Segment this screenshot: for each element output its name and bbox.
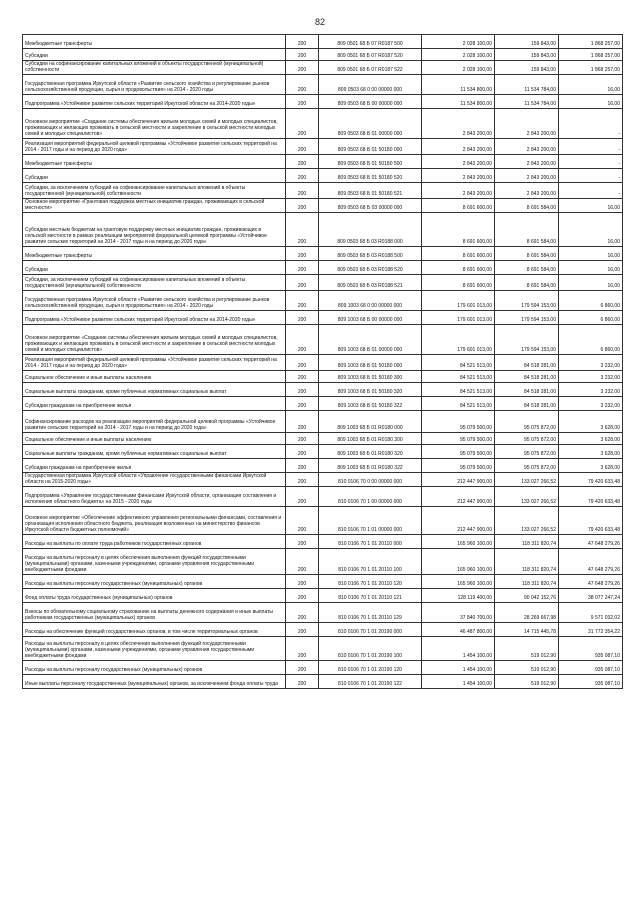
row-name-cell: Государственная программа Иркутской области «Управление государственными финансами Иркутской области на 2015-2020 годы» — [23, 473, 286, 487]
row-executed-amount-cell: 179 594 153,00 — [495, 325, 559, 355]
row-budget-code-cell: 809 1003 68 Б 01 50180 322 — [319, 397, 422, 411]
row-budget-code-cell: 810 0106 70 0 00 00000 000 — [319, 473, 422, 487]
row-executed-amount-cell: 118 311 820,74 — [495, 575, 559, 589]
row-admin-code-cell: 200 — [286, 411, 319, 433]
row-approved-amount-cell: 165 960 100,00 — [422, 549, 495, 575]
row-unexecuted-amount-cell: 9 571 032,02 — [559, 603, 623, 623]
row-approved-amount-cell: 95 079 500,00 — [422, 433, 495, 445]
row-executed-amount-cell: 133 027 266,52 — [495, 487, 559, 507]
table-row — [23, 95, 623, 109]
row-approved-amount-cell: 1 454 100,00 — [422, 661, 495, 675]
page-number: 82 — [314, 17, 325, 27]
row-approved-amount-cell: 2 843 200,00 — [422, 183, 495, 199]
table-row — [23, 445, 623, 459]
row-approved-amount-cell: 2 843 200,00 — [422, 109, 495, 139]
row-executed-amount-cell: 2 843 200,00 — [495, 183, 559, 199]
row-executed-amount-cell: 2 843 200,00 — [495, 155, 559, 169]
row-name-cell: Фонд оплаты труда государственных (муниципальных) органов — [23, 589, 286, 603]
row-unexecuted-amount-cell: 16,00 — [559, 199, 623, 213]
table-row — [23, 459, 623, 473]
row-unexecuted-amount-cell: 3 628,00 — [559, 433, 623, 445]
row-executed-amount-cell: 159 843,00 — [495, 49, 559, 61]
row-unexecuted-amount-cell: - — [559, 139, 623, 155]
row-name-cell: Основное мероприятие «Создание системы обеспечения жильем молодых семей и молодых специалистов, проживающих и желающих проживать в сельской местности и закрепление в сельской местности молодых семей и молодых специалистов» — [23, 325, 286, 355]
row-approved-amount-cell: 84 521 513,00 — [422, 355, 495, 371]
table-row — [23, 139, 623, 155]
row-approved-amount-cell: 84 521 513,00 — [422, 397, 495, 411]
row-unexecuted-amount-cell: 3 232,00 — [559, 355, 623, 371]
row-approved-amount-cell: 2 843 200,00 — [422, 139, 495, 155]
row-budget-code-cell: 809 1003 68 Б 01 R0180 322 — [319, 459, 422, 473]
row-executed-amount-cell: 8 691 584,00 — [495, 213, 559, 247]
table-row — [23, 549, 623, 575]
row-admin-code-cell: 200 — [286, 213, 319, 247]
row-unexecuted-amount-cell: 6 860,00 — [559, 291, 623, 311]
row-budget-code-cell: 809 1003 68 Б 01 R0180 320 — [319, 445, 422, 459]
row-approved-amount-cell: 46 487 800,00 — [422, 623, 495, 637]
row-budget-code-cell: 809 1003 68 0 00 00000 000 — [319, 291, 422, 311]
table-row — [23, 675, 623, 689]
table-row — [23, 169, 623, 183]
row-executed-amount-cell: 8 691 584,00 — [495, 261, 559, 275]
table-row — [23, 247, 623, 261]
row-unexecuted-amount-cell: 3 232,00 — [559, 397, 623, 411]
row-admin-code-cell: 200 — [286, 487, 319, 507]
row-admin-code-cell: 200 — [286, 371, 319, 383]
row-budget-code-cell: 809 1003 68 Б 01 50180 000 — [319, 355, 422, 371]
table-row — [23, 507, 623, 535]
row-unexecuted-amount-cell: 31 772 354,22 — [559, 623, 623, 637]
table-row — [23, 589, 623, 603]
row-budget-code-cell: 809 0501 68 Б 07 R0187 520 — [319, 49, 422, 61]
row-executed-amount-cell: 84 518 281,00 — [495, 397, 559, 411]
row-name-cell: Иные выплаты персоналу государственных (муниципальных) органов, за исключением фонда оплаты труда — [23, 675, 286, 689]
row-unexecuted-amount-cell: - — [559, 183, 623, 199]
table-row — [23, 383, 623, 397]
row-name-cell: Субсидии гражданам на приобретение жилья — [23, 397, 286, 411]
row-unexecuted-amount-cell: 47 648 279,26 — [559, 575, 623, 589]
row-budget-code-cell: 810 0106 70 1 01 00000 000 — [319, 507, 422, 535]
table-row — [23, 199, 623, 213]
row-unexecuted-amount-cell: 16,00 — [559, 75, 623, 95]
row-budget-code-cell: 809 0503 68 Б 01 50180 520 — [319, 169, 422, 183]
row-admin-code-cell: 200 — [286, 291, 319, 311]
row-admin-code-cell: 200 — [286, 61, 319, 75]
row-name-cell: Расходы на выплаты персоналу государственных (муниципальных) органов — [23, 575, 286, 589]
row-admin-code-cell: 200 — [286, 275, 319, 291]
table-row — [23, 397, 623, 411]
row-budget-code-cell: 810 0106 70 1 00 00000 000 — [319, 487, 422, 507]
row-name-cell: Субсидии — [23, 49, 286, 61]
row-approved-amount-cell: 2 028 100,00 — [422, 35, 495, 49]
row-name-cell: Социальное обеспечение и иные выплаты населению — [23, 371, 286, 383]
row-executed-amount-cell: 11 534 784,00 — [495, 95, 559, 109]
row-admin-code-cell: 200 — [286, 49, 319, 61]
row-approved-amount-cell: 1 454 100,00 — [422, 637, 495, 661]
row-approved-amount-cell: 11 534 800,00 — [422, 75, 495, 95]
row-budget-code-cell: 810 0106 70 1 01 20110 120 — [319, 575, 422, 589]
row-budget-code-cell: 809 0501 68 Б 07 R0187 522 — [319, 61, 422, 75]
row-name-cell: Расходы на обеспечение функций государственных органов, в том числе территориальных органов — [23, 623, 286, 637]
row-admin-code-cell: 200 — [286, 623, 319, 637]
row-budget-code-cell: 809 1003 68 Б 00 00000 000 — [319, 311, 422, 325]
row-unexecuted-amount-cell: 3 232,00 — [559, 371, 623, 383]
row-name-cell: Субсидии — [23, 261, 286, 275]
row-name-cell: Основное мероприятие «Создание системы обеспечения жильем молодых семей и молодых специалистов, проживающих и желающих проживать в сельской местности и закрепление в сельской местности молодых семей и молодых специалистов» — [23, 109, 286, 139]
row-executed-amount-cell: 2 843 200,00 — [495, 109, 559, 139]
row-admin-code-cell: 200 — [286, 473, 319, 487]
table-row — [23, 109, 623, 139]
row-unexecuted-amount-cell: 6 860,00 — [559, 325, 623, 355]
row-name-cell: Взносы по обязательному социальному страхованию на выплаты денежного содержания и иные выплаты работникам государственных (муниципальных) органов — [23, 603, 286, 623]
table-row — [23, 637, 623, 661]
row-budget-code-cell: 810 0106 70 1 01 20110 121 — [319, 589, 422, 603]
row-admin-code-cell: 200 — [286, 155, 319, 169]
row-approved-amount-cell: 11 534 800,00 — [422, 95, 495, 109]
row-unexecuted-amount-cell: 79 420 633,48 — [559, 507, 623, 535]
row-executed-amount-cell: 11 534 784,00 — [495, 75, 559, 95]
table-row — [23, 155, 623, 169]
row-budget-code-cell: 809 0503 68 Б 03 R0188 000 — [319, 213, 422, 247]
row-approved-amount-cell: 95 079 500,00 — [422, 459, 495, 473]
row-approved-amount-cell: 212 447 900,00 — [422, 507, 495, 535]
row-unexecuted-amount-cell: 1 868 257,00 — [559, 49, 623, 61]
row-unexecuted-amount-cell: 16,00 — [559, 213, 623, 247]
row-unexecuted-amount-cell: 79 420 633,48 — [559, 473, 623, 487]
row-name-cell: Государственная программа Иркутской области «Развитие сельского хозяйства и регулирование рынков сельскохозяйственной продукции, сырья и продовольствия» на 2014 - 2020 годы — [23, 75, 286, 95]
row-name-cell: Подпрограмма «Устойчивое развитие сельских территорий Иркутской области на 2014-2020 годы» — [23, 95, 286, 109]
row-admin-code-cell: 200 — [286, 355, 319, 371]
row-unexecuted-amount-cell: 38 077 247,24 — [559, 589, 623, 603]
table-row — [23, 661, 623, 675]
row-name-cell: Подпрограмма «Управление государственными финансами Иркутской области, организация составления и исполнения областного бюджета» на 2015 - 2020 годы — [23, 487, 286, 507]
row-name-cell: Расходы на выплаты по оплате труда работников государственных органов — [23, 535, 286, 549]
row-budget-code-cell: 809 1003 68 Б 01 50180 320 — [319, 383, 422, 397]
row-admin-code-cell: 200 — [286, 199, 319, 213]
row-executed-amount-cell: 2 843 200,00 — [495, 169, 559, 183]
row-executed-amount-cell: 95 075 872,00 — [495, 433, 559, 445]
row-name-cell: Межбюджетные трансферты — [23, 247, 286, 261]
row-executed-amount-cell: 84 518 281,00 — [495, 355, 559, 371]
row-approved-amount-cell: 37 840 700,00 — [422, 603, 495, 623]
row-unexecuted-amount-cell: - — [559, 155, 623, 169]
table-row — [23, 371, 623, 383]
row-approved-amount-cell: 8 691 600,00 — [422, 275, 495, 291]
table-row — [23, 433, 623, 445]
row-budget-code-cell: 809 0503 68 Б 03 00000 000 — [319, 199, 422, 213]
row-executed-amount-cell: 159 843,00 — [495, 61, 559, 75]
row-admin-code-cell: 200 — [286, 675, 319, 689]
row-admin-code-cell: 200 — [286, 325, 319, 355]
row-admin-code-cell: 200 — [286, 433, 319, 445]
row-admin-code-cell: 200 — [286, 169, 319, 183]
table-row — [23, 261, 623, 275]
row-admin-code-cell: 200 — [286, 75, 319, 95]
row-admin-code-cell: 200 — [286, 311, 319, 325]
row-approved-amount-cell: 1 454 100,00 — [422, 675, 495, 689]
row-approved-amount-cell: 212 447 900,00 — [422, 487, 495, 507]
row-admin-code-cell: 200 — [286, 549, 319, 575]
row-executed-amount-cell: 8 691 584,00 — [495, 275, 559, 291]
table-row — [23, 61, 623, 75]
row-name-cell: Межбюджетные трансферты — [23, 35, 286, 49]
row-executed-amount-cell: 84 518 281,00 — [495, 383, 559, 397]
row-admin-code-cell: 200 — [286, 507, 319, 535]
row-budget-code-cell: 810 0106 70 1 01 20190 100 — [319, 637, 422, 661]
row-admin-code-cell: 200 — [286, 637, 319, 661]
row-budget-code-cell: 809 1003 68 Б 01 50180 300 — [319, 371, 422, 383]
row-budget-code-cell: 809 0503 68 Б 03 R0188 521 — [319, 275, 422, 291]
row-name-cell: Субсидии на софинансирование капитальных вложений в объекты государственной (муниципальной) собственности — [23, 61, 286, 75]
row-admin-code-cell: 200 — [286, 139, 319, 155]
row-executed-amount-cell: 133 027 266,52 — [495, 473, 559, 487]
table-row — [23, 487, 623, 507]
row-admin-code-cell: 200 — [286, 247, 319, 261]
row-executed-amount-cell: 118 311 820,74 — [495, 535, 559, 549]
row-name-cell: Субсидии, за исключением субсидий на софинансирование капитальных вложений в объекты государственной (муниципальной) собственности — [23, 275, 286, 291]
row-approved-amount-cell: 2 843 200,00 — [422, 169, 495, 183]
row-budget-code-cell: 809 1003 68 Б 01 R0180 300 — [319, 433, 422, 445]
row-admin-code-cell: 200 — [286, 661, 319, 675]
row-approved-amount-cell: 179 601 013,00 — [422, 291, 495, 311]
row-unexecuted-amount-cell: 79 420 633,48 — [559, 487, 623, 507]
row-unexecuted-amount-cell: - — [559, 169, 623, 183]
row-name-cell: Расходы на выплаты персоналу в целях обеспечения выполнения функций государственными (муниципальными) органами, казенными учреждениями, органами управления государственными внебюджетными фондами — [23, 637, 286, 661]
row-budget-code-cell: 809 0503 68 Б 03 R0188 520 — [319, 261, 422, 275]
row-admin-code-cell: 200 — [286, 183, 319, 199]
row-unexecuted-amount-cell: 935 087,10 — [559, 661, 623, 675]
row-name-cell: Межбюджетные трансферты — [23, 155, 286, 169]
table-row — [23, 291, 623, 311]
row-budget-code-cell: 810 0106 70 1 01 20110 129 — [319, 603, 422, 623]
row-executed-amount-cell: 14 715 445,78 — [495, 623, 559, 637]
row-name-cell: Субсидии, за исключением субсидий на софинансирование капитальных вложений в объекты государственной (муниципальной) собственности — [23, 183, 286, 199]
row-unexecuted-amount-cell: 16,00 — [559, 261, 623, 275]
row-unexecuted-amount-cell: 3 232,00 — [559, 383, 623, 397]
row-executed-amount-cell: 133 027 266,52 — [495, 507, 559, 535]
row-unexecuted-amount-cell: 935 087,10 — [559, 637, 623, 661]
row-name-cell: Реализация мероприятий федеральной целевой программы «Устойчивое развитие сельских территорий на 2014 - 2017 годы и на период до 2020 года» — [23, 139, 286, 155]
row-approved-amount-cell: 95 079 500,00 — [422, 411, 495, 433]
table-row — [23, 325, 623, 355]
row-name-cell: Расходы на выплаты персоналу государственных (муниципальных) органов — [23, 661, 286, 675]
row-name-cell: Социальное обеспечение и иные выплаты населению — [23, 433, 286, 445]
row-unexecuted-amount-cell: 47 648 279,26 — [559, 549, 623, 575]
row-name-cell: Субсидии гражданам на приобретение жилья — [23, 459, 286, 473]
table-row — [23, 311, 623, 325]
row-executed-amount-cell: 8 691 584,00 — [495, 199, 559, 213]
row-budget-code-cell: 809 0503 68 Б 01 50180 500 — [319, 155, 422, 169]
row-approved-amount-cell: 8 691 600,00 — [422, 199, 495, 213]
table-row — [23, 275, 623, 291]
table-row — [23, 75, 623, 95]
budget-table — [22, 34, 623, 689]
row-approved-amount-cell: 212 447 900,00 — [422, 473, 495, 487]
row-approved-amount-cell: 2 843 200,00 — [422, 155, 495, 169]
row-unexecuted-amount-cell: 3 628,00 — [559, 411, 623, 433]
row-executed-amount-cell: 179 594 153,00 — [495, 291, 559, 311]
row-admin-code-cell: 200 — [286, 459, 319, 473]
row-name-cell: Социальные выплаты гражданам, кроме публичных нормативных социальных выплат — [23, 445, 286, 459]
row-unexecuted-amount-cell: 16,00 — [559, 95, 623, 109]
row-executed-amount-cell: 90 042 152,76 — [495, 589, 559, 603]
row-admin-code-cell: 200 — [286, 95, 319, 109]
row-approved-amount-cell: 8 691 600,00 — [422, 247, 495, 261]
row-executed-amount-cell: 159 843,00 — [495, 35, 559, 49]
row-budget-code-cell: 809 0503 68 Б 01 50180 521 — [319, 183, 422, 199]
row-admin-code-cell: 200 — [286, 261, 319, 275]
row-admin-code-cell: 200 — [286, 383, 319, 397]
row-unexecuted-amount-cell: 16,00 — [559, 275, 623, 291]
row-admin-code-cell: 200 — [286, 445, 319, 459]
row-unexecuted-amount-cell: 935 087,10 — [559, 675, 623, 689]
row-approved-amount-cell: 84 521 513,00 — [422, 371, 495, 383]
row-unexecuted-amount-cell: 1 868 257,00 — [559, 61, 623, 75]
row-approved-amount-cell: 2 028 100,00 — [422, 49, 495, 61]
row-budget-code-cell: 810 0106 70 1 01 20190 122 — [319, 675, 422, 689]
row-budget-code-cell: 810 0106 70 1 01 20110 000 — [319, 535, 422, 549]
table-row — [23, 623, 623, 637]
table-row — [23, 355, 623, 371]
row-executed-amount-cell: 179 594 153,00 — [495, 311, 559, 325]
row-approved-amount-cell: 128 119 400,00 — [422, 589, 495, 603]
table-row — [23, 49, 623, 61]
row-budget-code-cell: 810 0106 70 1 01 20190 120 — [319, 661, 422, 675]
table-row — [23, 575, 623, 589]
budget-table-body — [23, 35, 623, 689]
row-name-cell: Основное мероприятие «Обеспечение эффективного управления региональными финансами, составления и организация исполнения областного бюджета, реализация возложенных на министерство финансов Иркутской области бюджетных полномочий» — [23, 507, 286, 535]
row-approved-amount-cell: 165 960 100,00 — [422, 535, 495, 549]
row-executed-amount-cell: 95 075 872,00 — [495, 411, 559, 433]
row-executed-amount-cell: 84 518 281,00 — [495, 371, 559, 383]
row-unexecuted-amount-cell: 6 860,00 — [559, 311, 623, 325]
row-name-cell: Субсидии — [23, 169, 286, 183]
row-name-cell: Субсидии местным бюджетам на грантовую поддержку местных инициатив граждан, проживающих в сельской местности в рамках реализации мероприятий федеральной целевой программы «Устойчивое развитие сельских территорий на 2014 - 2017 годы и на период до 2020 года» — [23, 213, 286, 247]
row-unexecuted-amount-cell: 1 868 257,00 — [559, 35, 623, 49]
row-admin-code-cell: 200 — [286, 575, 319, 589]
row-executed-amount-cell: 519 012,90 — [495, 675, 559, 689]
row-admin-code-cell: 200 — [286, 397, 319, 411]
row-executed-amount-cell: 95 075 872,00 — [495, 459, 559, 473]
table-row — [23, 411, 623, 433]
row-unexecuted-amount-cell: - — [559, 109, 623, 139]
row-name-cell: Софинансирование расходов на реализацию мероприятий федеральной целевой программы «Устойчивое развитие сельских территорий на 2014 - 2017 годы и на период до 2020 года» — [23, 411, 286, 433]
row-admin-code-cell: 200 — [286, 603, 319, 623]
row-unexecuted-amount-cell: 47 648 279,26 — [559, 535, 623, 549]
row-executed-amount-cell: 519 012,90 — [495, 661, 559, 675]
row-name-cell: Реализация мероприятий федеральной целевой программы «Устойчивое развитие сельских территорий на 2014 - 2017 годы и на период до 2020 года» — [23, 355, 286, 371]
row-unexecuted-amount-cell: 3 628,00 — [559, 459, 623, 473]
table-row — [23, 603, 623, 623]
row-executed-amount-cell: 95 075 872,00 — [495, 445, 559, 459]
row-approved-amount-cell: 8 691 600,00 — [422, 213, 495, 247]
row-approved-amount-cell: 179 601 013,00 — [422, 325, 495, 355]
row-budget-code-cell: 809 1003 68 Б 01 R0180 000 — [319, 411, 422, 433]
row-approved-amount-cell: 165 960 100,00 — [422, 575, 495, 589]
row-name-cell: Государственная программа Иркутской области «Развитие сельского хозяйства и регулирование рынков сельскохозяйственной продукции, сырья и продовольствия» на 2014 - 2020 годы — [23, 291, 286, 311]
row-approved-amount-cell: 179 601 013,00 — [422, 311, 495, 325]
row-unexecuted-amount-cell: 16,00 — [559, 247, 623, 261]
row-unexecuted-amount-cell: 3 628,00 — [559, 445, 623, 459]
row-approved-amount-cell: 2 028 100,00 — [422, 61, 495, 75]
row-budget-code-cell: 809 0503 68 Б 03 R0188 500 — [319, 247, 422, 261]
row-approved-amount-cell: 95 079 500,00 — [422, 445, 495, 459]
table-row — [23, 183, 623, 199]
row-budget-code-cell: 809 0503 68 0 00 00000 000 — [319, 75, 422, 95]
row-budget-code-cell: 809 0501 68 Б 07 R0187 500 — [319, 35, 422, 49]
row-approved-amount-cell: 84 521 513,00 — [422, 383, 495, 397]
row-approved-amount-cell: 8 691 600,00 — [422, 261, 495, 275]
row-admin-code-cell: 200 — [286, 35, 319, 49]
row-budget-code-cell: 809 0503 68 Б 01 50180 000 — [319, 139, 422, 155]
row-executed-amount-cell: 519 012,90 — [495, 637, 559, 661]
row-admin-code-cell: 200 — [286, 589, 319, 603]
row-name-cell: Подпрограмма «Устойчивое развитие сельских территорий Иркутской области на 2014-2020 годы» — [23, 311, 286, 325]
row-name-cell: Основное мероприятие «Грантовая поддержка местных инициатив граждан, проживающих в сельской местности» — [23, 199, 286, 213]
row-budget-code-cell: 810 0106 70 1 01 20190 000 — [319, 623, 422, 637]
row-executed-amount-cell: 8 691 584,00 — [495, 247, 559, 261]
table-row — [23, 213, 623, 247]
row-budget-code-cell: 809 0503 68 Б 01 00000 000 — [319, 109, 422, 139]
row-executed-amount-cell: 28 269 667,98 — [495, 603, 559, 623]
table-row — [23, 535, 623, 549]
row-executed-amount-cell: 2 843 200,00 — [495, 139, 559, 155]
row-admin-code-cell: 200 — [286, 109, 319, 139]
row-name-cell: Расходы на выплаты персоналу в целях обеспечения выполнения функций государственными (муниципальными) органами, казенными учреждениями, органами управления государственными внебюджетными фондами — [23, 549, 286, 575]
table-row — [23, 473, 623, 487]
table-row — [23, 35, 623, 49]
row-admin-code-cell: 200 — [286, 535, 319, 549]
row-budget-code-cell: 809 0503 68 Б 00 00000 000 — [319, 95, 422, 109]
row-name-cell: Социальные выплаты гражданам, кроме публичных нормативных социальных выплат — [23, 383, 286, 397]
row-executed-amount-cell: 118 311 820,74 — [495, 549, 559, 575]
row-budget-code-cell: 809 1003 68 Б 01 00000 000 — [319, 325, 422, 355]
row-budget-code-cell: 810 0106 70 1 01 20110 100 — [319, 549, 422, 575]
